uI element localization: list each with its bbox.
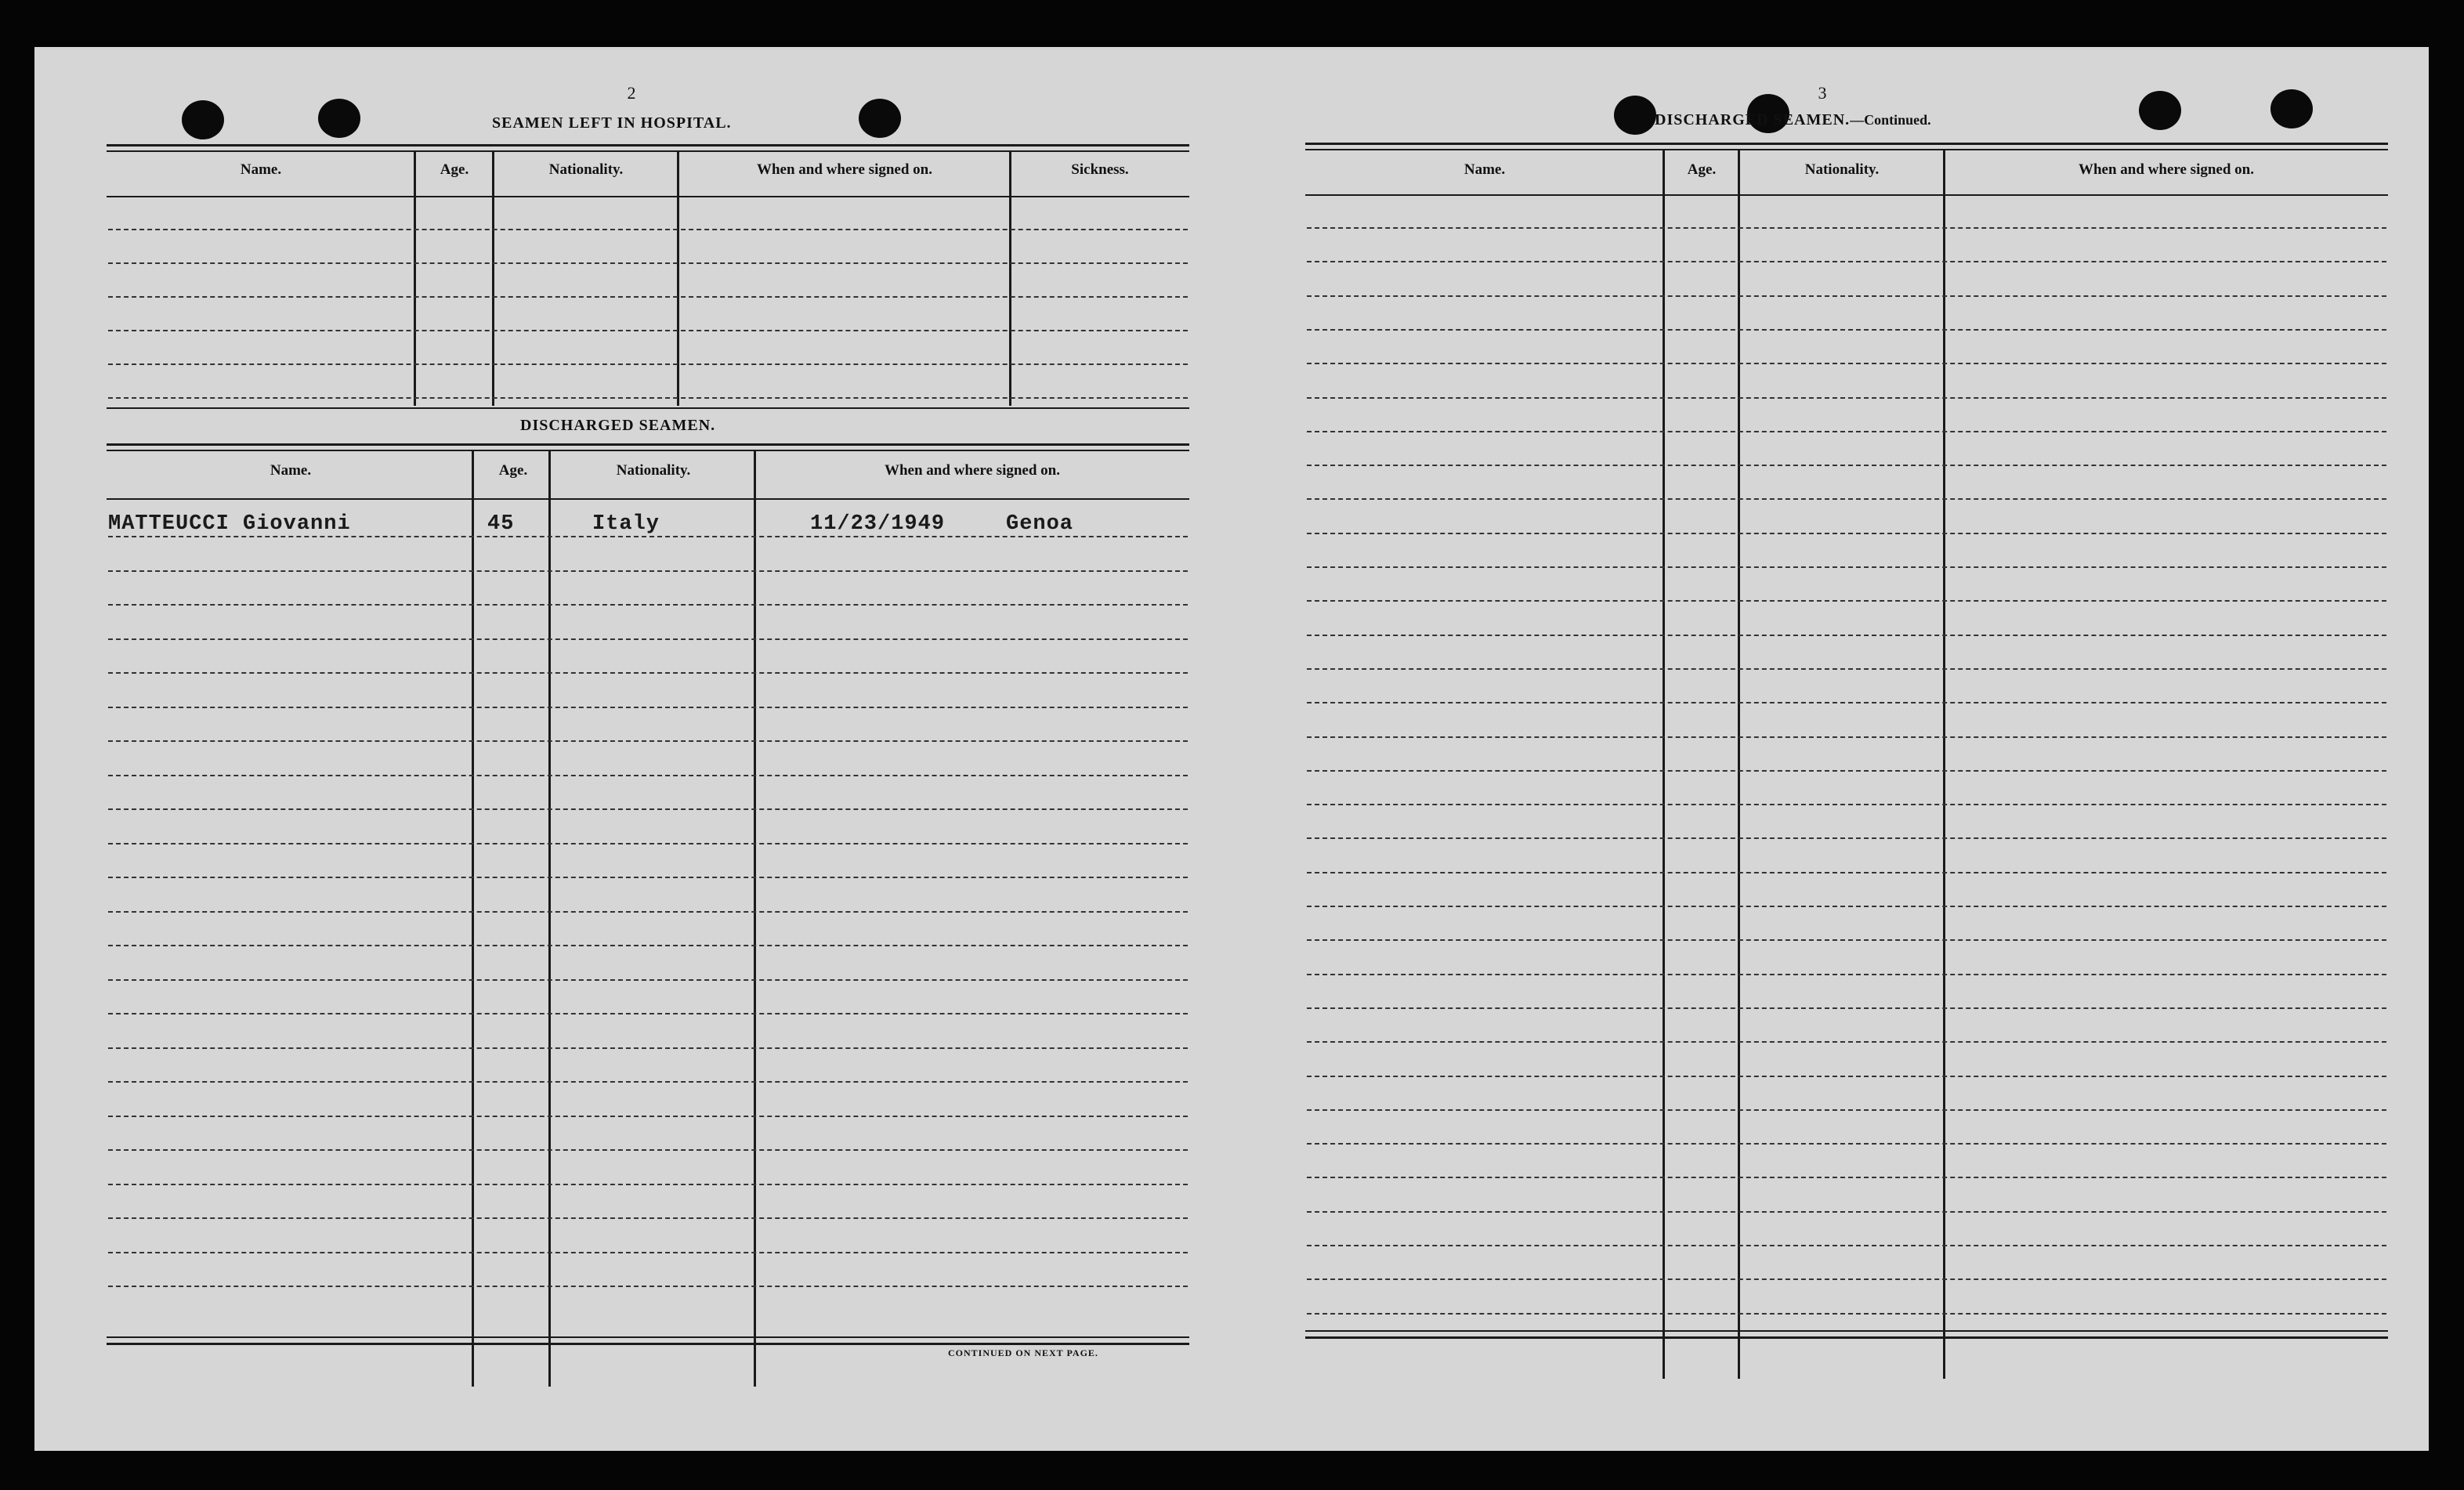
- column-header-name: Name.: [270, 462, 312, 479]
- row-rule: [108, 229, 1188, 230]
- row-rule: [108, 707, 1188, 708]
- row-rule: [108, 740, 1188, 742]
- row-rule: [1307, 363, 2386, 364]
- row-rule: [1307, 329, 2386, 331]
- row-rule: [108, 1081, 1188, 1083]
- row-rule: [1307, 1313, 2386, 1315]
- column-header-age: Age.: [498, 462, 528, 479]
- page-number: 3: [1818, 83, 1827, 103]
- row-rule: [1307, 872, 2386, 873]
- row-rule: [1307, 397, 2386, 399]
- row-rule: [1307, 939, 2386, 941]
- column-header-sickness: Sickness.: [1071, 161, 1129, 178]
- document-sheet: [34, 47, 2429, 1451]
- seaman-age: 45: [487, 512, 515, 536]
- column-divider: [1009, 150, 1011, 406]
- row-rule: [108, 979, 1188, 981]
- row-rule: [108, 570, 1188, 572]
- table-rule: [107, 407, 1189, 409]
- table-rule: [107, 1343, 1189, 1345]
- column-header-signed-on: When and where signed on.: [884, 462, 1060, 479]
- section-title-discharged: DISCHARGED SEAMEN.: [520, 417, 716, 434]
- column-divider: [1738, 149, 1740, 1379]
- table-rule: [107, 1336, 1189, 1338]
- row-rule: [108, 775, 1188, 776]
- column-header-age: Age.: [1687, 161, 1717, 178]
- seaman-signed-on-date: 11/23/1949: [810, 512, 946, 536]
- table-rule: [1305, 194, 2388, 196]
- row-rule: [108, 536, 1188, 537]
- row-rule: [1307, 295, 2386, 297]
- row-rule: [108, 1047, 1188, 1049]
- column-divider: [754, 450, 756, 1387]
- seaman-name: MATTEUCCI Giovanni: [108, 512, 351, 536]
- row-rule: [108, 1286, 1188, 1287]
- row-rule: [108, 877, 1188, 878]
- punch-hole: [2270, 89, 2313, 128]
- table-rule: [1305, 1330, 2388, 1332]
- row-rule: [1307, 566, 2386, 568]
- row-rule: [1307, 635, 2386, 636]
- row-rule: [1307, 736, 2386, 738]
- row-rule: [108, 1149, 1188, 1151]
- column-header-name: Name.: [240, 161, 282, 178]
- column-header-nationality: Nationality.: [1804, 161, 1880, 178]
- row-rule: [108, 1252, 1188, 1253]
- row-rule: [1307, 974, 2386, 975]
- row-rule: [1307, 702, 2386, 703]
- row-rule: [108, 296, 1188, 298]
- column-header-nationality: Nationality.: [616, 462, 691, 479]
- column-header-name: Name.: [1464, 161, 1506, 178]
- row-rule: [1307, 465, 2386, 466]
- row-rule: [1307, 227, 2386, 229]
- page-number: 2: [627, 83, 636, 103]
- row-rule: [108, 843, 1188, 844]
- section-title-text: DISCHARGED SEAMEN.: [1655, 111, 1851, 128]
- row-rule: [108, 330, 1188, 331]
- column-divider: [548, 450, 551, 1387]
- punch-hole: [2139, 91, 2181, 130]
- row-rule: [108, 945, 1188, 946]
- row-rule: [1307, 533, 2386, 534]
- row-rule: [1307, 261, 2386, 262]
- row-rule: [1307, 600, 2386, 602]
- punch-hole: [182, 100, 224, 139]
- row-rule: [1307, 1007, 2386, 1009]
- column-divider: [1943, 149, 1945, 1379]
- row-rule: [108, 1184, 1188, 1185]
- section-title-discharged-continued: [1655, 111, 1931, 129]
- row-rule: [108, 808, 1188, 810]
- row-rule: [108, 397, 1188, 399]
- row-rule: [1307, 1041, 2386, 1043]
- row-rule: [108, 1116, 1188, 1117]
- punch-hole: [1614, 96, 1656, 135]
- row-rule: [1307, 1076, 2386, 1077]
- seaman-signed-on-place: Genoa: [1006, 512, 1074, 536]
- column-header-signed-on: When and where signed on.: [2078, 161, 2254, 178]
- row-rule: [1307, 1211, 2386, 1213]
- row-rule: [108, 604, 1188, 606]
- section-title-hospital: SEAMEN LEFT IN HOSPITAL.: [492, 114, 732, 132]
- column-header-age: Age.: [440, 161, 469, 178]
- row-rule: [108, 1013, 1188, 1014]
- row-rule: [108, 672, 1188, 674]
- table-rule: [107, 498, 1189, 500]
- punch-hole: [859, 99, 901, 138]
- seaman-nationality: Italy: [592, 512, 660, 536]
- section-title-suffix: —Continued.: [1850, 112, 1931, 128]
- row-rule: [108, 638, 1188, 640]
- row-rule: [108, 363, 1188, 365]
- row-rule: [1307, 1278, 2386, 1280]
- column-header-signed-on: When and where signed on.: [756, 161, 932, 178]
- row-rule: [108, 1217, 1188, 1219]
- column-divider: [677, 150, 679, 406]
- punch-hole: [318, 99, 360, 138]
- row-rule: [1307, 1143, 2386, 1145]
- table-rule: [107, 450, 1189, 451]
- table-rule: [1305, 143, 2388, 145]
- column-divider: [492, 150, 494, 406]
- row-rule: [1307, 770, 2386, 772]
- row-rule: [1307, 1109, 2386, 1111]
- table-rule: [107, 150, 1189, 152]
- column-divider: [414, 150, 416, 406]
- table-rule: [107, 144, 1189, 146]
- table-rule: [1305, 149, 2388, 150]
- continued-note: CONTINUED ON NEXT PAGE.: [948, 1347, 1098, 1358]
- row-rule: [1307, 431, 2386, 432]
- table-rule: [107, 196, 1189, 197]
- row-rule: [1307, 498, 2386, 500]
- row-rule: [1307, 1245, 2386, 1246]
- row-rule: [108, 911, 1188, 913]
- row-rule: [1307, 804, 2386, 805]
- row-rule: [108, 262, 1188, 264]
- row-rule: [1307, 1177, 2386, 1178]
- column-divider: [1663, 149, 1665, 1379]
- table-rule: [1305, 1336, 2388, 1339]
- row-rule: [1307, 906, 2386, 907]
- column-header-nationality: Nationality.: [548, 161, 624, 178]
- column-divider: [472, 450, 474, 1387]
- table-rule: [107, 443, 1189, 446]
- row-rule: [1307, 668, 2386, 670]
- row-rule: [1307, 837, 2386, 839]
